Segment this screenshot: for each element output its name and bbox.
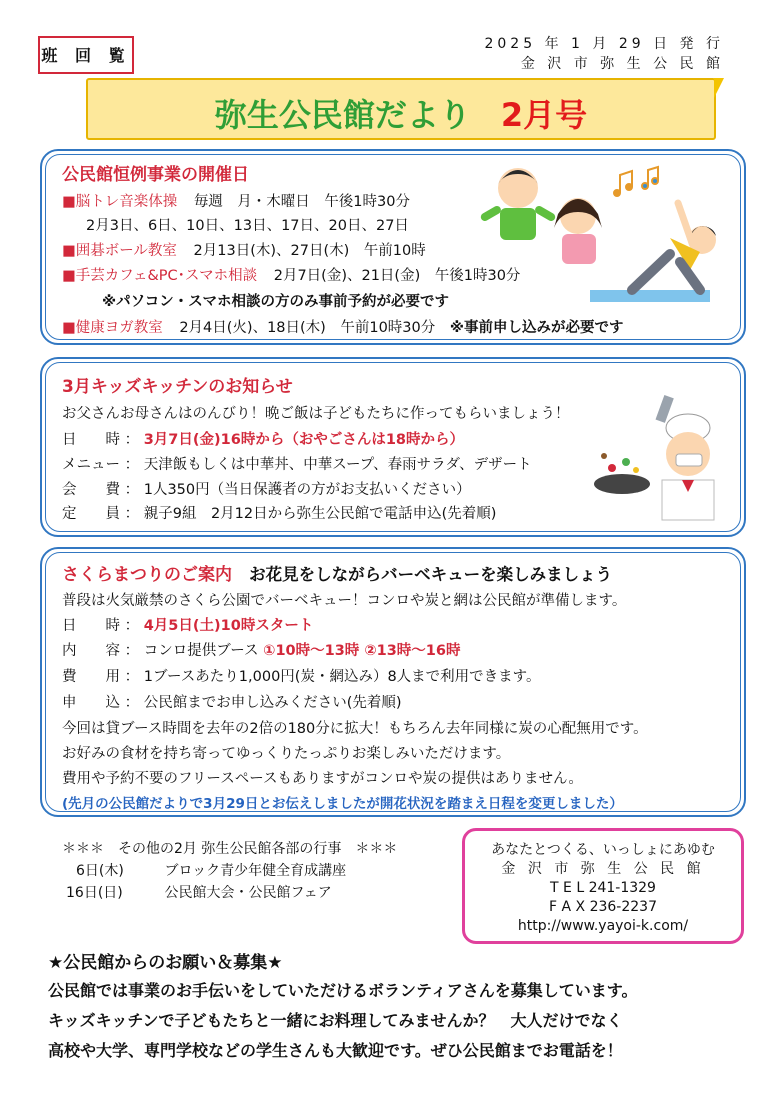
craft-cafe-row: ■手芸カフェ&PC･スマホ相談 2月7日(金)、21日(金) 午後1時30分 (62, 268, 521, 284)
regular-events-title: 公民館恒例事業の開催日 (62, 165, 249, 185)
issue-date: 2025 年 1 月 29 日 発 行 (484, 36, 724, 52)
sakura-date-row: 日 時 ： 4月5日(土)10時スタート (62, 618, 314, 634)
kids-kitchen-intro: お父さんお母さんはのんびり！晩ご飯は子どもたちに作ってもらいましょう！ (62, 406, 570, 422)
sakura-note-1: 今回は貸ブース時間を去年の2倍の180分に拡大！もちろん去年同様に炭の心配無用です。 (62, 721, 648, 737)
yoga-row: ■健康ヨガ教室 2月4日(火)、18日(木) 午前10時30分 ※事前申し込みが必要です (62, 320, 624, 336)
newsletter-title (88, 90, 714, 136)
sakura-intro: 普段は火気厳禁のさくら公園でバーベキュー！コンロや炭と網は公民館が準備します。 (62, 593, 627, 609)
igo-ball-row: ■囲碁ボール教室 2月13日(木)、27日(木) 午前10時 (62, 243, 426, 259)
publisher: 金 沢 市 弥 生 公 民 館 (520, 56, 724, 72)
title-banner (86, 78, 716, 140)
appeal-line-1: 公民館では事業のお手伝いをしていただけるボランティアさんを募集しています。 (48, 981, 638, 1000)
sakura-cost-row: 費 用 ： 1ブースあたり1,000円(炭・網込み）8人まで利用できます。 (62, 669, 541, 685)
sakura-note-2: お好みの食材を持ち寄ってゆっくりたっぷりお楽しみいただけます。 (62, 746, 511, 762)
sakura-apply-row: 申 込 ： 公民館までお申し込みください(先着順) (62, 695, 402, 711)
event-row-1: 6日(木) ブロック青少年健全育成講座 (76, 863, 347, 879)
chef-illustration (592, 388, 737, 528)
kids-kitchen-title: 3月キッズキッチンのお知らせ (62, 377, 293, 397)
yoga-kids-illustration (470, 158, 730, 308)
title-month: 2月号 (500, 96, 588, 134)
contact-url[interactable]: http://www.yayoi-k.com/ (517, 918, 689, 934)
pc-consult-note: ※パソコン・スマホ相談の方のみ事前予約が必要です (102, 294, 450, 310)
other-events (62, 838, 397, 904)
sakura-festival-subtitle: お花見をしながらバーベキューを楽しみましょう (249, 565, 613, 584)
title-main: 弥生公民館だより (214, 96, 471, 134)
circulation-badge: 班 回 覧 (38, 36, 134, 74)
sakura-date-change-notice: (先月の公民館だよりで3月29日とお伝えしましたが開花状況を踏まえ日程を変更しました） (62, 796, 623, 812)
issue-info (484, 34, 724, 74)
kids-kitchen-fee-row: 会 費 ： 1人350円（当日保護者の方がお支払いください） (62, 482, 471, 498)
kids-kitchen-capacity-row: 定 員 ： 親子9組 2月12日から弥生公民館で電話申込(先着順) (62, 506, 497, 522)
event-row-2: 16日(日) 公民館大会・公民館フェア (66, 885, 332, 901)
appeal-title: ★公民館からのお願い＆募集★ (48, 953, 283, 973)
sakura-festival-title: さくらまつりのご案内 (62, 565, 232, 585)
contact-fax: F A X 236-2237 (549, 899, 657, 915)
brain-training-dates: 2月3日、6日、10日、13日、17日、20日、27日 (86, 218, 409, 234)
appeal-line-2: キッズキッチンで子どもたちと一緒にお料理してみませんか？ 大人だけでなく (48, 1011, 623, 1030)
sakura-note-3: 費用や予約不要のフリースペースもありますがコンロや炭の提供はありません。 (62, 771, 583, 787)
appeal-line-3: 高校や大学、専門学校などの学生さんも大歓迎です。ぜひ公民館までお電話を！ (48, 1041, 623, 1060)
kids-kitchen-menu-row: メニュー ： 天津飯もしくは中華丼、中華スープ、春雨サラダ、デザート (62, 457, 532, 473)
contact-box (462, 828, 744, 944)
brain-training-row: ■脳トレ音楽体操 毎週 月・木曜日 午後1時30分 (62, 194, 410, 210)
kids-kitchen-date-row: 日 時 ： 3月7日(金)16時から（おやごさんは18時から） (62, 432, 465, 448)
sakura-festival-heading (62, 560, 612, 585)
contact-tel: T E L 241-1329 (550, 880, 656, 896)
contact-slogan: あなたとつくる、いっしょにあゆむ (491, 842, 715, 858)
sakura-content-row: 内 容 ： コンロ提供ブース ①10時～13時 ②13時～16時 (62, 643, 461, 659)
other-events-title: ＊＊＊ その他の2月 弥生公民館各部の行事 ＊＊＊ (62, 841, 398, 857)
contact-name: 金 沢 市 弥 生 公 民 館 (501, 861, 705, 877)
